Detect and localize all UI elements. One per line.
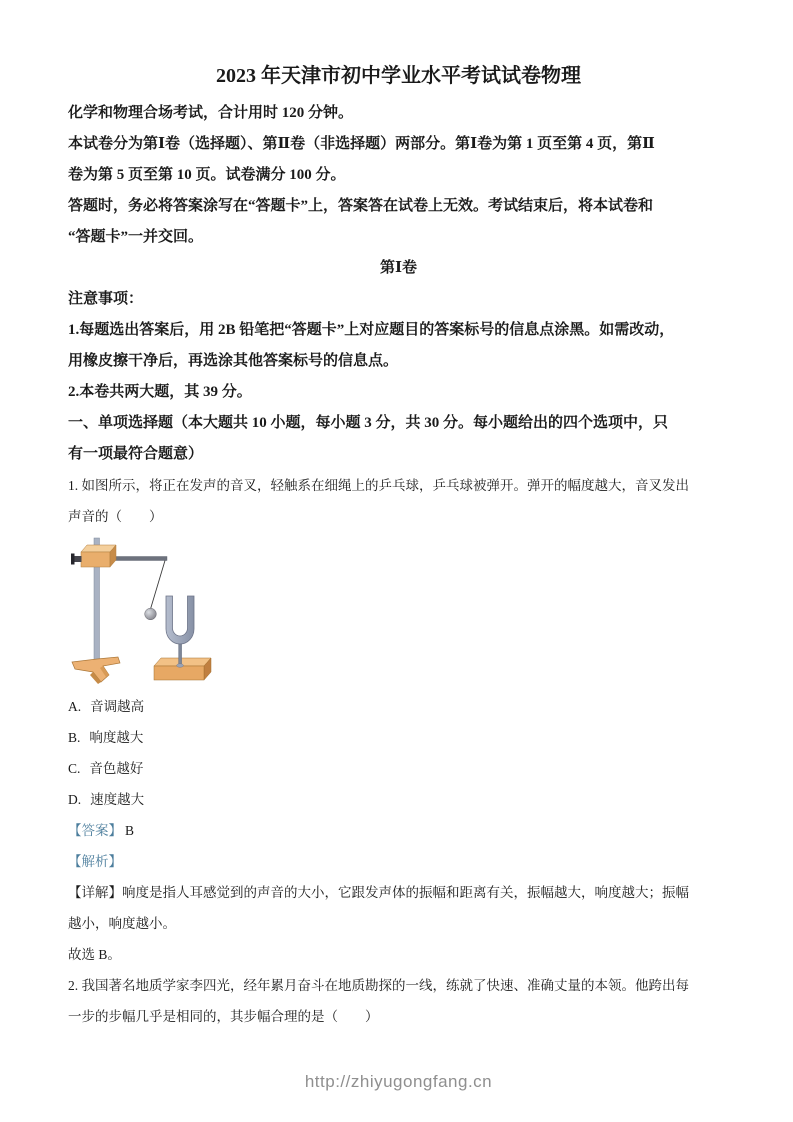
option-a-text: 音调越高 xyxy=(90,699,145,714)
option-row-a xyxy=(68,691,729,722)
note-1-line-2: 用橡皮擦干净后，再选涂其他答案标号的信息点。 xyxy=(68,353,399,369)
detail-line-1: 【详解】响度是指人耳感觉到的声音的大小，它跟发声体的振幅和距离有关，振幅越大，响度越大；振幅 xyxy=(68,885,689,900)
note-2: 2.本卷共两大题，其 39 分。 xyxy=(68,384,252,400)
question-2-stem-line-1: 2. 我国著名地质学家李四光，经年累月奋斗在地质勘探的一线，练就了快速、准确丈量的本领。他跨出每 xyxy=(68,978,689,993)
conclusion-line: 故选 B。 xyxy=(68,947,121,962)
option-b-text: 响度越大 xyxy=(89,730,144,745)
intro-line-1: 化学和物理合场考试，合计用时 120 分钟。 xyxy=(68,105,354,121)
clamp-screw-icon xyxy=(71,554,82,565)
option-row-b xyxy=(68,722,729,753)
option-a-label: A. xyxy=(68,699,82,714)
question-2-stem-line-2: 一步的步幅几乎是相同的，其步幅合理的是（ ） xyxy=(68,1009,379,1024)
option-row-d xyxy=(68,784,729,815)
notes-title: 注意事项： xyxy=(68,291,144,307)
tuning-fork-apparatus-figure xyxy=(70,534,212,688)
footer-url: http://zhiyugongfang.cn xyxy=(304,1072,493,1091)
option-c-text: 音色越好 xyxy=(89,761,144,776)
tuning-fork-base-icon xyxy=(154,658,211,680)
tuning-fork-icon xyxy=(166,596,194,667)
question-1-stem-line-2: 声音的（ ） xyxy=(68,509,163,524)
part1-heading-line-2: 有一项最符合题意） xyxy=(68,446,204,462)
question-1-stem-line-1: 1. 如图所示，将正在发声的音叉，轻触系在细绳上的乒乓球，乒乓球被弹开。弹开的幅度越大，音叉发出 xyxy=(68,478,689,493)
option-d-label: D. xyxy=(68,792,82,807)
clamp-block-icon xyxy=(81,545,116,567)
section-heading: 第Ⅰ卷 xyxy=(379,260,418,276)
option-d-text: 速度越大 xyxy=(90,792,145,807)
option-c-label: C. xyxy=(68,761,81,776)
intro-line-3: 卷为第 5 页至第 10 页。试卷满分 100 分。 xyxy=(68,167,346,183)
answer-line xyxy=(68,815,729,846)
answer-value: B xyxy=(125,823,135,838)
stand-tripod-base-icon xyxy=(72,657,120,684)
page-title: 2023 年天津市初中学业水平考试试卷物理 xyxy=(216,65,581,87)
string-icon xyxy=(151,561,166,610)
analysis-line xyxy=(68,846,729,877)
ping-pong-ball-icon xyxy=(145,608,157,620)
analysis-label: 【解析】 xyxy=(68,854,122,869)
option-row-c xyxy=(68,753,729,784)
intro-line-4: 答题时，务必将答案涂写在“答题卡”上，答案答在试卷上无效。考试结束后，将本试卷和 xyxy=(68,198,654,214)
detail-line-2: 越小，响度越小。 xyxy=(68,916,176,931)
option-b-label: B. xyxy=(68,730,81,745)
part1-heading-line-1: 一、单项选择题（本大题共 10 小题，每小题 3 分，共 30 分。每小题给出的四个选项中，只 xyxy=(68,415,669,431)
intro-line-2: 本试卷分为第Ⅰ卷（选择题）、第Ⅱ卷（非选择题）两部分。第Ⅰ卷为第 1 页至第 4 页，第Ⅱ xyxy=(68,136,655,152)
note-1-line-1: 1.每题选出答案后，用 2B 铅笔把“答题卡”上对应题目的答案标号的信息点涂黑。如需改动， xyxy=(68,322,675,338)
answer-label: 【答案】 xyxy=(68,823,122,838)
intro-line-5: “答题卡”一并交回。 xyxy=(68,229,204,245)
question-1-figure xyxy=(68,534,729,691)
